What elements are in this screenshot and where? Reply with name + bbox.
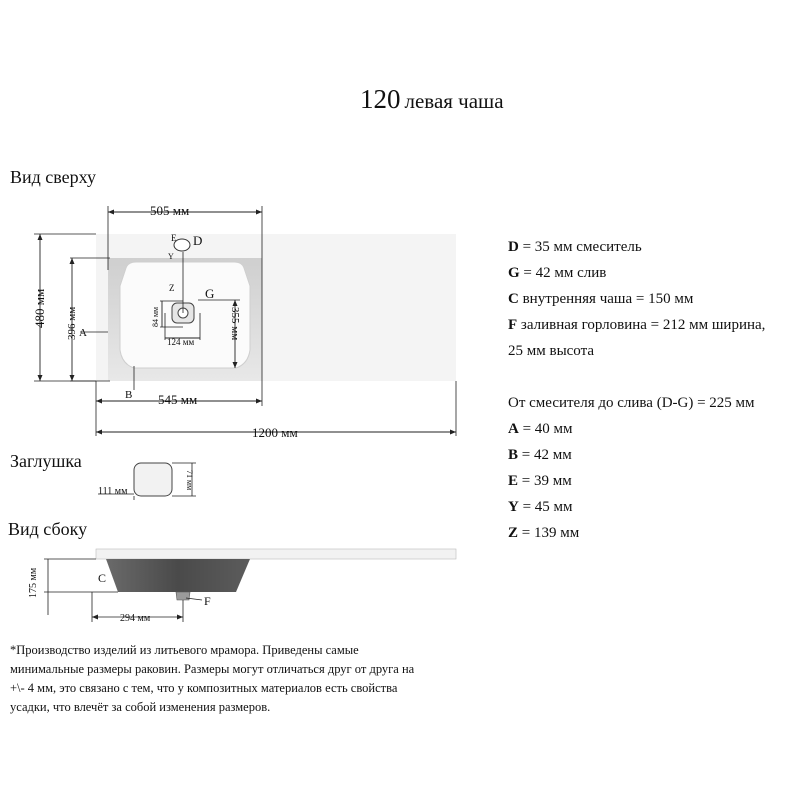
- spec-row: [508, 234, 765, 260]
- spec-text: = 139 мм: [518, 525, 580, 541]
- dim-175: 175 мм: [28, 567, 39, 598]
- dim-480: 480 мм: [32, 288, 47, 328]
- title-text: левая чаша: [404, 89, 504, 113]
- spec-row: [508, 260, 765, 286]
- top-view-drawing: [32, 203, 456, 440]
- plug-label: Заглушка: [10, 451, 82, 471]
- label-y: Y: [168, 252, 174, 261]
- spec-key: B: [508, 447, 519, 463]
- dim-1200: 1200 мм: [252, 425, 298, 440]
- dim-294: 294 мм: [120, 613, 151, 624]
- spec-row: [508, 286, 765, 312]
- side-bowl: [106, 559, 250, 592]
- label-g: G: [205, 286, 215, 301]
- spec-row: [508, 390, 765, 416]
- label-z: Z: [169, 283, 175, 293]
- footnote: *Производство изделий из литьевого мрамора. Приведены самые минимальные размеры раковин. Размеры могут отличаться друг от друга на +\- 4 мм, это связано с тем, что у композитных материалов есть свойства усадки, что влечёт за собой изменения размеров.: [10, 643, 415, 714]
- spec-key: G: [508, 265, 520, 281]
- dim-124: 124 мм: [167, 337, 195, 347]
- spec-key: Y: [508, 499, 519, 515]
- spec-key: E: [508, 473, 519, 489]
- spec-text: заливная горловина = 212 мм ширина,: [517, 317, 766, 333]
- spec-text: От смесителя до слива (D-G) = 225 мм: [508, 395, 755, 411]
- dim-71: 71 мм: [185, 470, 194, 491]
- spec-key: Z: [508, 525, 519, 541]
- side-view-drawing: [28, 549, 456, 624]
- spec-row: [508, 364, 765, 390]
- spec-text: = 42 мм слив: [519, 265, 607, 281]
- spec-key: F: [508, 317, 518, 333]
- title-number: 120: [360, 84, 401, 114]
- spec-key: D: [508, 239, 519, 255]
- plug-shape: [134, 463, 172, 496]
- spec-key: C: [508, 291, 519, 307]
- dim-84: 84 мм: [151, 306, 160, 327]
- dim-355: 355 мм: [229, 307, 241, 341]
- label-f: F: [204, 594, 211, 608]
- plug-drawing: [98, 463, 196, 500]
- label-d: D: [193, 233, 203, 248]
- spec-row: [508, 416, 765, 442]
- label-e: E: [171, 233, 177, 243]
- label-c: C: [98, 571, 107, 585]
- dim-111: 111 мм: [98, 486, 128, 497]
- spec-text: = 39 мм: [518, 473, 572, 489]
- drain-neck: [176, 592, 190, 600]
- side-view-label: Вид сбоку: [8, 519, 88, 539]
- spec-row: [508, 442, 765, 468]
- spec-key: A: [508, 421, 519, 437]
- top-view-label: Вид сверху: [10, 167, 96, 187]
- spec-text: = 42 мм: [518, 447, 572, 463]
- label-a: A: [79, 327, 87, 339]
- spec-text: = 40 мм: [518, 421, 573, 437]
- dim-505: 505 мм: [150, 203, 190, 218]
- spec-row: [508, 520, 765, 546]
- label-b: B: [125, 389, 133, 401]
- spec-text: = 45 мм: [518, 499, 573, 515]
- spec-text: внутренняя чаша = 150 мм: [518, 291, 694, 307]
- spec-text: 25 мм высота: [508, 343, 595, 359]
- spec-row: [508, 312, 765, 338]
- spec-list: [508, 234, 765, 546]
- countertop-side: [96, 549, 456, 559]
- spec-text: = 35 мм смеситель: [518, 239, 642, 255]
- spec-row: [508, 338, 765, 364]
- spec-row: [508, 494, 765, 520]
- spec-row: [508, 468, 765, 494]
- dim-545: 545 мм: [158, 392, 198, 407]
- dim-396: 396 мм: [66, 306, 78, 340]
